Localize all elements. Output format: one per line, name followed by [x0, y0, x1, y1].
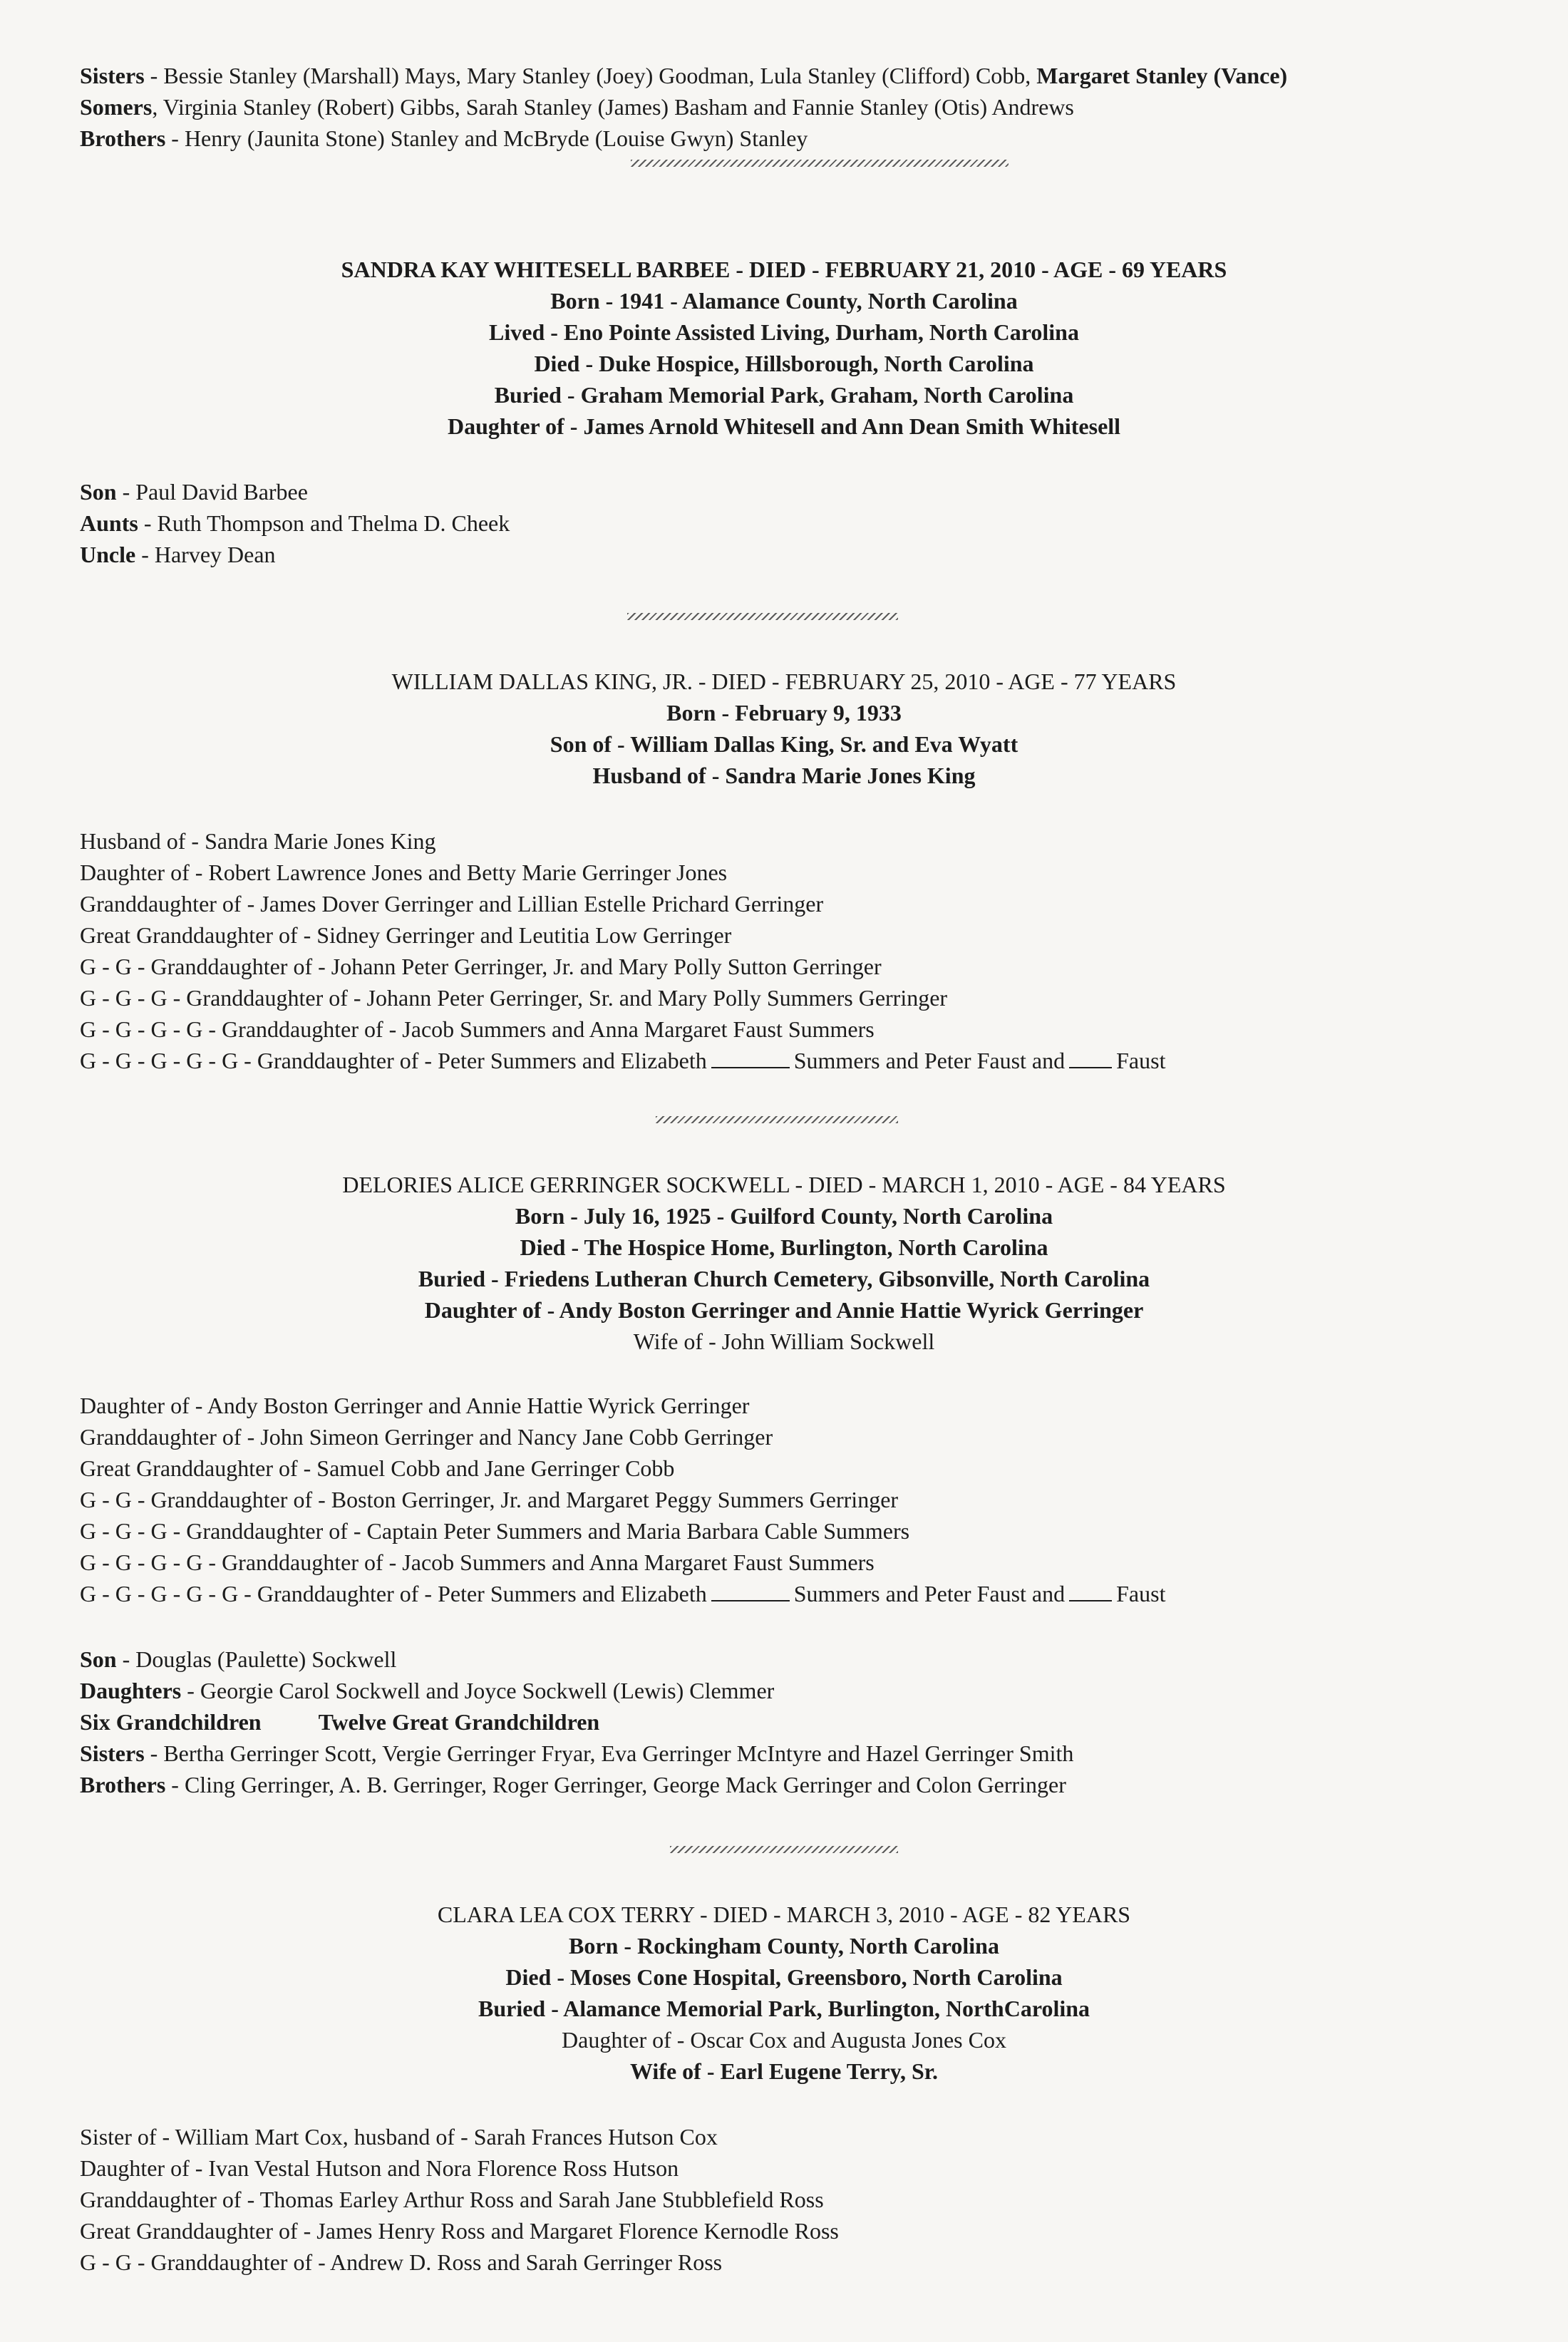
- separator: [656, 1116, 898, 1123]
- relation-line: [80, 507, 510, 539]
- entry-born: Born - Rockingham County, North Carolina: [569, 1933, 999, 1959]
- entry-died: Died - Duke Hospice, Hillsborough, North Carolina: [534, 351, 1034, 376]
- intro-brothers-line: [80, 123, 808, 154]
- entry-son-of: Son of - William Dallas King, Sr. and Eva Wyatt: [550, 731, 1018, 757]
- relation-label: Sisters: [80, 1740, 145, 1766]
- entry-died: Died - Moses Cone Hospital, Greensboro, North Carolina: [505, 1964, 1063, 1990]
- relation-label: Son: [80, 479, 117, 505]
- entry-parents: Daughter of - James Arnold Whitesell and Ann Dean Smith Whitesell: [447, 413, 1121, 439]
- lineage-text: G - G - G - G - G - Granddaughter of - Peter Summers and Elizabeth: [80, 1581, 707, 1606]
- sisters-text: - Bessie Stanley (Marshall) Mays, Mary Stanley (Joey) Goodman, Lula Stanley (Clifford) Cobb,: [144, 63, 1037, 88]
- lineage-line: G - G - Granddaughter of - Boston Gerringer, Jr. and Margaret Peggy Summers Gerringer: [80, 1487, 899, 1512]
- lineage-line-last: [80, 1045, 1165, 1076]
- grandchildren-count: Six Grandchildren: [80, 1709, 262, 1735]
- lineage-line: Daughter of - Andy Boston Gerringer and Annie Hattie Wyrick Gerringer: [80, 1393, 750, 1418]
- lineage-line: G - G - G - Granddaughter of - Captain Peter Summers and Maria Barbara Cable Summers: [80, 1518, 910, 1544]
- entry-wife-of: Wife of - Earl Eugene Terry, Sr.: [630, 2058, 938, 2084]
- lineage-line: G - G - G - Granddaughter of - Johann Peter Gerringer, Sr. and Mary Polly Summers Gerringer: [80, 985, 948, 1011]
- relation-label: Uncle: [80, 542, 136, 567]
- blank-underline: [711, 1583, 790, 1601]
- grandchildren-line: [80, 1706, 599, 1738]
- lineage-line-last: [80, 1578, 1165, 1609]
- relation-label: Daughters: [80, 1678, 182, 1703]
- entry-born: Born - July 16, 1925 - Guilford County, North Carolina: [515, 1203, 1053, 1229]
- lineage-line: Great Granddaughter of - Samuel Cobb and Jane Gerringer Cobb: [80, 1455, 675, 1481]
- lineage-line: Sister of - William Mart Cox, husband of - Sarah Frances Hutson Cox: [80, 2124, 718, 2150]
- relation-label: Aunts: [80, 510, 138, 536]
- lineage-text: G - G - G - G - G - Granddaughter of - Peter Summers and Elizabeth: [80, 1048, 707, 1073]
- great-grandchildren-count: Twelve Great Grandchildren: [318, 1709, 600, 1735]
- relation-label: Brothers: [80, 1772, 166, 1797]
- relation-line: [80, 476, 308, 507]
- relation-text: - Paul David Barbee: [116, 479, 308, 505]
- entry-parents: Daughter of - Oscar Cox and Augusta Jones Cox: [562, 2027, 1006, 2053]
- entry-born: Born - 1941 - Alamance County, North Carolina: [550, 288, 1018, 314]
- entry-born: Born - February 9, 1933: [666, 700, 902, 726]
- intro-sisters-line: [80, 60, 1287, 91]
- lineage-line: Great Granddaughter of - James Henry Ross and Margaret Florence Kernodle Ross: [80, 2218, 839, 2244]
- entry-buried: Buried - Alamance Memorial Park, Burlington, NorthCarolina: [478, 1996, 1090, 2021]
- lineage-line: Granddaughter of - John Simeon Gerringer and Nancy Jane Cobb Gerringer: [80, 1424, 773, 1450]
- lineage-line: Daughter of - Robert Lawrence Jones and Betty Marie Gerringer Jones: [80, 860, 728, 885]
- lineage-line: Husband of - Sandra Marie Jones King: [80, 828, 436, 854]
- blank-underline: [1069, 1583, 1112, 1601]
- lineage-line: G - G - Granddaughter of - Andrew D. Ross and Sarah Gerringer Ross: [80, 2249, 723, 2275]
- brothers-text: - Henry (Jaunita Stone) Stanley and McBryde (Louise Gwyn) Stanley: [165, 125, 808, 151]
- lineage-line: Daughter of - Ivan Vestal Hutson and Nora Florence Ross Hutson: [80, 2155, 679, 2181]
- relation-text: - Georgie Carol Sockwell and Joyce Sockwell (Lewis) Clemmer: [181, 1678, 775, 1703]
- relation-text: - Cling Gerringer, A. B. Gerringer, Roger Gerringer, George Mack Gerringer and Colon Gerringer: [165, 1772, 1066, 1797]
- lineage-line: G - G - G - G - Granddaughter of - Jacob Summers and Anna Margaret Faust Summers: [80, 1549, 875, 1575]
- relation-text: - Douglas (Paulette) Sockwell: [116, 1646, 397, 1672]
- lineage-text: Summers and Peter Faust and: [793, 1581, 1066, 1606]
- entry-parents: Daughter of - Andy Boston Gerringer and Annie Hattie Wyrick Gerringer: [424, 1297, 1144, 1323]
- lineage-line: Granddaughter of - James Dover Gerringer and Lillian Estelle Prichard Gerringer: [80, 891, 824, 917]
- relation-line: [80, 1675, 774, 1706]
- blank-underline: [1069, 1050, 1112, 1068]
- entry-buried: Buried - Graham Memorial Park, Graham, North Carolina: [494, 382, 1074, 408]
- entry-header: DELORIES ALICE GERRINGER SOCKWELL - DIED - MARCH 1, 2010 - AGE - 84 YEARS: [342, 1172, 1226, 1197]
- sisters-bold-tail: Margaret Stanley (Vance): [1036, 63, 1288, 88]
- separator: [631, 160, 1009, 167]
- relation-text: - Harvey Dean: [135, 542, 276, 567]
- sisters-line2-text: , Virginia Stanley (Robert) Gibbs, Sarah Stanley (James) Basham and Fannie Stanley (Otis) Andrews: [152, 94, 1074, 120]
- lineage-text: Faust: [1116, 1581, 1166, 1606]
- lineage-text: Summers and Peter Faust and: [793, 1048, 1066, 1073]
- entry-husband-of: Husband of - Sandra Marie Jones King: [592, 763, 976, 788]
- sisters-line2-label: Somers: [80, 94, 153, 120]
- lineage-text: Faust: [1116, 1048, 1166, 1073]
- entry-buried: Buried - Friedens Lutheran Church Cemetery, Gibsonville, North Carolina: [418, 1266, 1150, 1291]
- separator: [627, 613, 898, 620]
- lineage-line: G - G - Granddaughter of - Johann Peter Gerringer, Jr. and Mary Polly Sutton Gerringer: [80, 954, 882, 979]
- relation-text: - Ruth Thompson and Thelma D. Cheek: [138, 510, 510, 536]
- entry-header: CLARA LEA COX TERRY - DIED - MARCH 3, 2010 - AGE - 82 YEARS: [437, 1902, 1131, 1927]
- relation-line: [80, 1738, 1073, 1769]
- sisters-label: Sisters: [80, 63, 145, 88]
- intro-sisters-line-2: [80, 91, 1074, 123]
- blank-underline: [711, 1050, 790, 1068]
- relation-label: Son: [80, 1646, 117, 1672]
- separator: [670, 1846, 898, 1853]
- relation-line: [80, 539, 276, 570]
- lineage-line: Granddaughter of - Thomas Earley Arthur Ross and Sarah Jane Stubblefield Ross: [80, 2187, 824, 2212]
- entry-header: SANDRA KAY WHITESELL BARBEE - DIED - FEBRUARY 21, 2010 - AGE - 69 YEARS: [341, 257, 1227, 282]
- relation-line: [80, 1769, 1066, 1800]
- entry-lived: Lived - Eno Pointe Assisted Living, Durham, North Carolina: [489, 319, 1079, 345]
- brothers-label: Brothers: [80, 125, 166, 151]
- lineage-line: Great Granddaughter of - Sidney Gerringer and Leutitia Low Gerringer: [80, 922, 732, 948]
- entry-died: Died - The Hospice Home, Burlington, North Carolina: [520, 1234, 1048, 1260]
- relation-line: [80, 1644, 396, 1675]
- entry-header: WILLIAM DALLAS KING, JR. - DIED - FEBRUARY 25, 2010 - AGE - 77 YEARS: [391, 669, 1177, 694]
- entry-wife-of: Wife of - John William Sockwell: [633, 1329, 935, 1354]
- relation-text: - Bertha Gerringer Scott, Vergie Gerringer Fryar, Eva Gerringer McIntyre and Hazel Gerringer Smith: [144, 1740, 1074, 1766]
- lineage-line: G - G - G - G - Granddaughter of - Jacob Summers and Anna Margaret Faust Summers: [80, 1016, 875, 1042]
